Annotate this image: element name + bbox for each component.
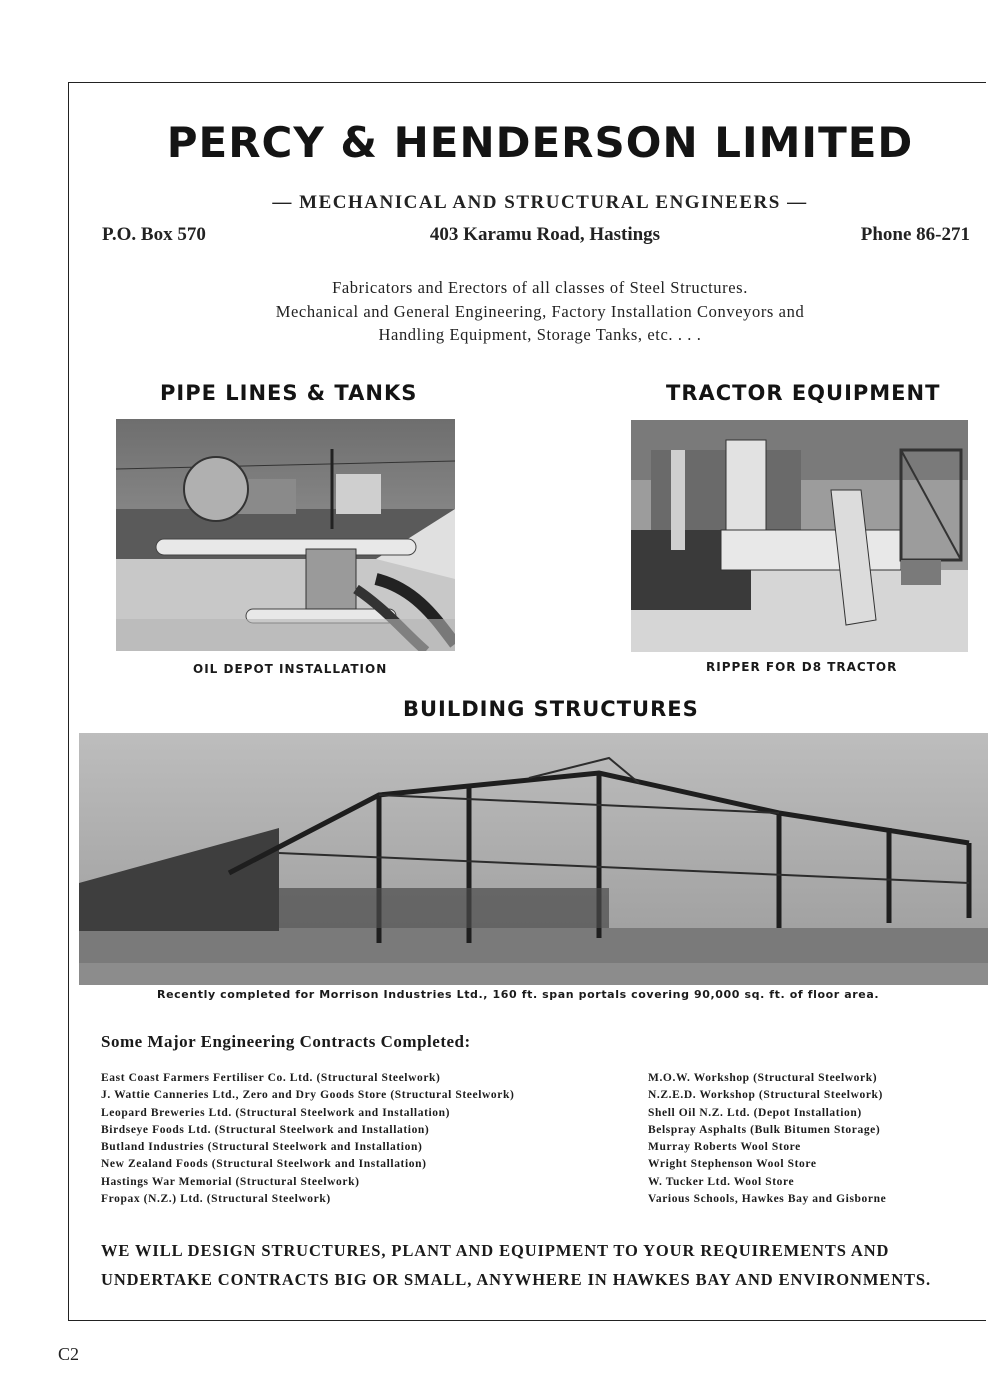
building-caption: Recently completed for Morrison Industries Ltd., 160 ft. span portals covering 90,000 sq. ft. of floor area. <box>157 988 880 1001</box>
contract-item: Fropax (N.Z.) Ltd. (Structural Steelwork) <box>101 1193 331 1206</box>
contract-item: Birdseye Foods Ltd. (Structural Steelwork and Installation) <box>101 1123 430 1136</box>
frame-left-rule <box>68 82 69 1320</box>
services-intro <box>100 276 980 347</box>
page-number: C2 <box>58 1344 80 1364</box>
intro-line: Mechanical and General Engineering, Factory Installation Conveyors and <box>275 301 805 321</box>
ripper-caption: RIPPER FOR D8 TRACTOR <box>706 660 898 674</box>
closing-statement <box>101 1236 981 1294</box>
contract-item: M.O.W. Workshop (Structural Steelwork) <box>648 1072 878 1084</box>
frame-top-rule <box>68 82 986 83</box>
contract-item: Belspray Asphalts (Bulk Bitumen Storage) <box>648 1123 881 1136</box>
contract-item: New Zealand Foods (Structural Steelwork and Installation) <box>101 1158 427 1171</box>
contract-item: East Coast Farmers Fertiliser Co. Ltd. (Structural Steelwork) <box>101 1072 441 1084</box>
contract-item: Wright Stephenson Wool Store <box>648 1158 817 1171</box>
contracts-heading: Some Major Engineering Contracts Completed: <box>101 1032 471 1051</box>
frame-bottom-rule <box>68 1320 986 1321</box>
building-structures-heading: BUILDING STRUCTURES <box>403 697 699 721</box>
pipe-lines-heading: PIPE LINES & TANKS <box>160 381 418 405</box>
contract-item: Shell Oil N.Z. Ltd. (Depot Installation) <box>648 1106 862 1119</box>
building-structure-photo <box>79 733 988 985</box>
oil-depot-caption: OIL DEPOT INSTALLATION <box>193 662 388 676</box>
contracts-list-right <box>648 1070 886 1208</box>
oil-depot-photo <box>116 419 455 651</box>
street-address: 403 Karamu Road, Hastings <box>429 224 661 245</box>
tractor-equipment-heading: TRACTOR EQUIPMENT <box>666 381 941 405</box>
ripper-photo <box>631 420 968 652</box>
contract-item: W. Tucker Ltd. Wool Store <box>648 1175 795 1188</box>
closing-line: UNDERTAKE CONTRACTS BIG OR SMALL, ANYWHERE IN HAWKES BAY AND ENVIRONMENTS. <box>101 1270 932 1289</box>
closing-line: WE WILL DESIGN STRUCTURES, PLANT AND EQUIPMENT TO YOUR REQUIREMENTS AND <box>101 1241 890 1260</box>
po-box: P.O. Box 570 <box>102 224 206 245</box>
contract-item: Butland Industries (Structural Steelwork and Installation) <box>101 1141 423 1154</box>
intro-line: Fabricators and Erectors of all classes of Steel Structures. <box>332 278 748 297</box>
contracts-list-left <box>101 1070 514 1208</box>
contract-item: Leopard Breweries Ltd. (Structural Steelwork and Installation) <box>101 1106 451 1119</box>
contract-item: Various Schools, Hawkes Bay and Gisborne <box>648 1193 887 1206</box>
contract-item: J. Wattie Canneries Ltd., Zero and Dry Goods Store (Structural Steelwork) <box>101 1089 515 1102</box>
contract-item: Murray Roberts Wool Store <box>648 1141 801 1154</box>
company-title: PERCY & HENDERSON LIMITED <box>166 118 914 167</box>
intro-line: Handling Equipment, Storage Tanks, etc. . . . <box>378 325 702 344</box>
phone-number: Phone 86-271 <box>860 224 970 245</box>
contract-item: N.Z.E.D. Workshop (Structural Steelwork) <box>648 1089 883 1102</box>
company-subtitle: — MECHANICAL AND STRUCTURAL ENGINEERS — <box>272 192 808 213</box>
contract-item: Hastings War Memorial (Structural Steelwork) <box>101 1175 360 1188</box>
